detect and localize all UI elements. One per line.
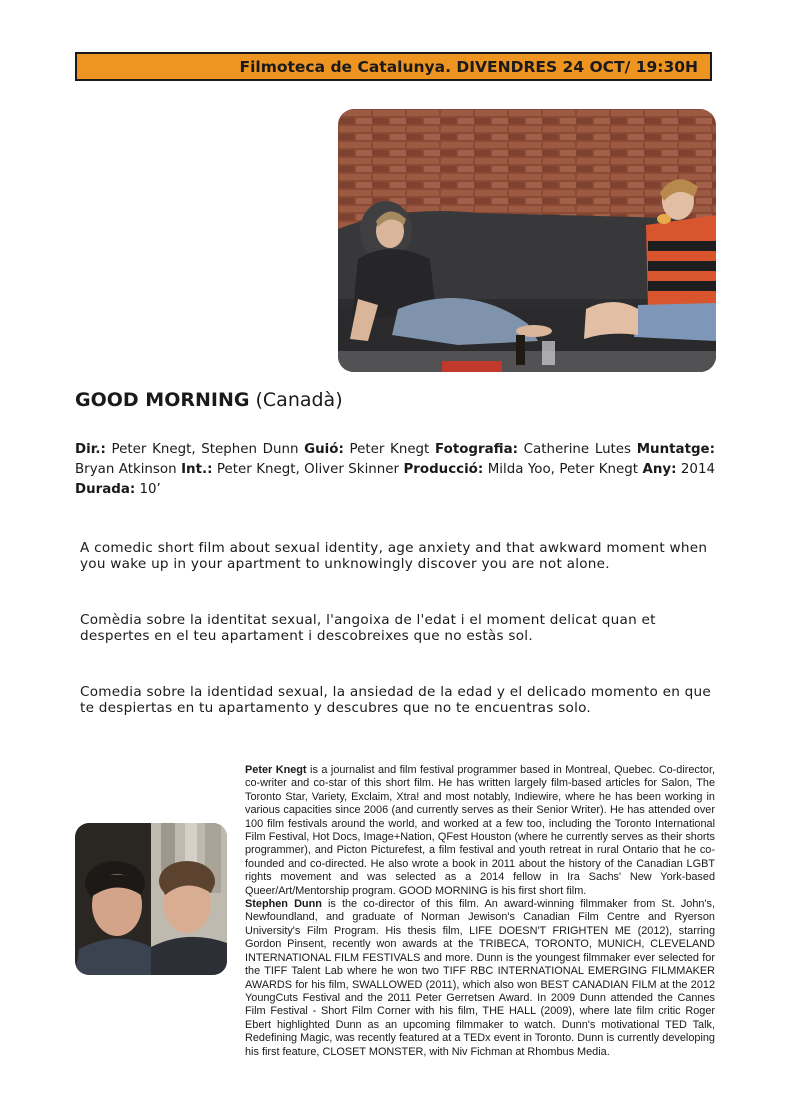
synopsis-spanish: Comedia sobre la identidad sexual, la ansiedad de la edad y el delicado momento en que te despiertas en tu apartamento y descubres que no te encuentras solo. [80, 684, 712, 716]
credit-dir: Peter Knegt, Stephen Dunn [105, 442, 305, 457]
credit-int: Peter Knegt, Oliver Skinner [212, 462, 404, 477]
credit-prod-label: Producció: [403, 462, 484, 477]
credit-durada-label: Durada: [75, 482, 136, 497]
credit-muntatge-label: Muntatge: [636, 442, 715, 457]
directors-portrait-image [75, 823, 227, 975]
film-credits [75, 440, 715, 500]
screening-banner [75, 52, 712, 81]
credit-muntatge: Bryan Atkinson [75, 462, 182, 477]
credit-any: 2014 [676, 462, 715, 477]
film-country: (Canadà) [249, 389, 343, 411]
credit-guio: Peter Knegt [343, 442, 436, 457]
film-title-name: GOOD MORNING [75, 389, 250, 411]
credit-int-label: Int.: [181, 462, 213, 477]
credit-foto-label: Fotografia: [435, 442, 518, 457]
bio-text-knegt: is a journalist and film festival programmer based in Montreal, Quebec. Co-director, co-writer and co-star of this short film. He has written largely film-based articles for Salon, The Toronto Star, Variety, Exclaim, Xtra! and most notably, Indiewire, where he has been working in various capacities since 2006 (and currently serves as their Senior Writer). He has attended over 100 film festivals around the world, and worked at a few too, including the Toronto International Film Festival, Hot Docs, Image+Nation, QFest Houston (where he currently serves as their shorts programmer), and Picton Picturefest, a film festival and youth retreat in rural Ontario that he co-founded and co-directed. He also wrote a book in 2011 about the history of the Canadian LGBT rights movement and was selected as a 2014 fellow in Ira Sachs' New York-based Queer/Art/Mentorship program. GOOD MORNING is his first short film. [245, 764, 715, 897]
bio-text-dunn: is the co-director of this film. An award-winning filmmaker from St. John's, Newfoundland, and graduate of Norman Jewison's Canadian Film Centre and Ryerson University's Film Program. His thesis film, LIFE DOESN'T FRIGHTEN ME (2012), starring Gordon Pinsent, recently won awards at the TRIBECA, TORONTO, MUNICH, CLEVELAND INTERNATIONAL FILM FESTIVALS and more. Dunn is the youngest filmmaker ever selected for the TIFF Talent Lab where he won two TIFF RBC INTERNATIONAL EMERGING FILMMAKER AWARDS for his film, SWALLOWED (2011), which also won BEST CANADIAN FILM at the 2012 YoungCuts Festival and the 2011 Peter Gerretsen Award. In 2009 Dunn attended the Cannes Film Festival - Short Film Corner with his film, THE HALL (2009), where late film critic Roger Ebert highlighted Dunn as an upcoming filmmaker to watch. Dunn's motivational TED Talk, Redefining Magic, was recently featured at a TEDx event in Toronto. Dunn is currently developing his first feature, CLOSET MONSTER, with Niv Fichman at Rhombus Media. [245, 898, 715, 1058]
credit-dir-label: Dir.: [75, 442, 106, 457]
film-still-image [338, 109, 716, 372]
directors-bio [245, 764, 715, 1059]
credit-foto: Catherine Lutes [517, 442, 637, 457]
synopsis-catalan: Comèdia sobre la identitat sexual, l'angoixa de l'edat i el moment delicat quan et despertes en el teu apartament i descobreixes que no estàs sol. [80, 612, 656, 644]
bio-name-dunn: Stephen Dunn [245, 898, 322, 911]
credit-prod: Milda Yoo, Peter Knegt [483, 462, 643, 477]
screening-banner-text: Filmoteca de Catalunya. DIVENDRES 24 OCT/ 19:30H [239, 57, 698, 76]
film-title [75, 389, 343, 411]
credit-durada: 10’ [135, 482, 161, 497]
synopsis-english: A comedic short film about sexual identity, age anxiety and that awkward moment when you wake up in your apartment to unknowingly discover you are not alone. [80, 540, 708, 572]
credit-guio-label: Guió: [304, 442, 344, 457]
bio-name-knegt: Peter Knegt [245, 764, 307, 776]
credit-any-label: Any: [642, 462, 677, 477]
